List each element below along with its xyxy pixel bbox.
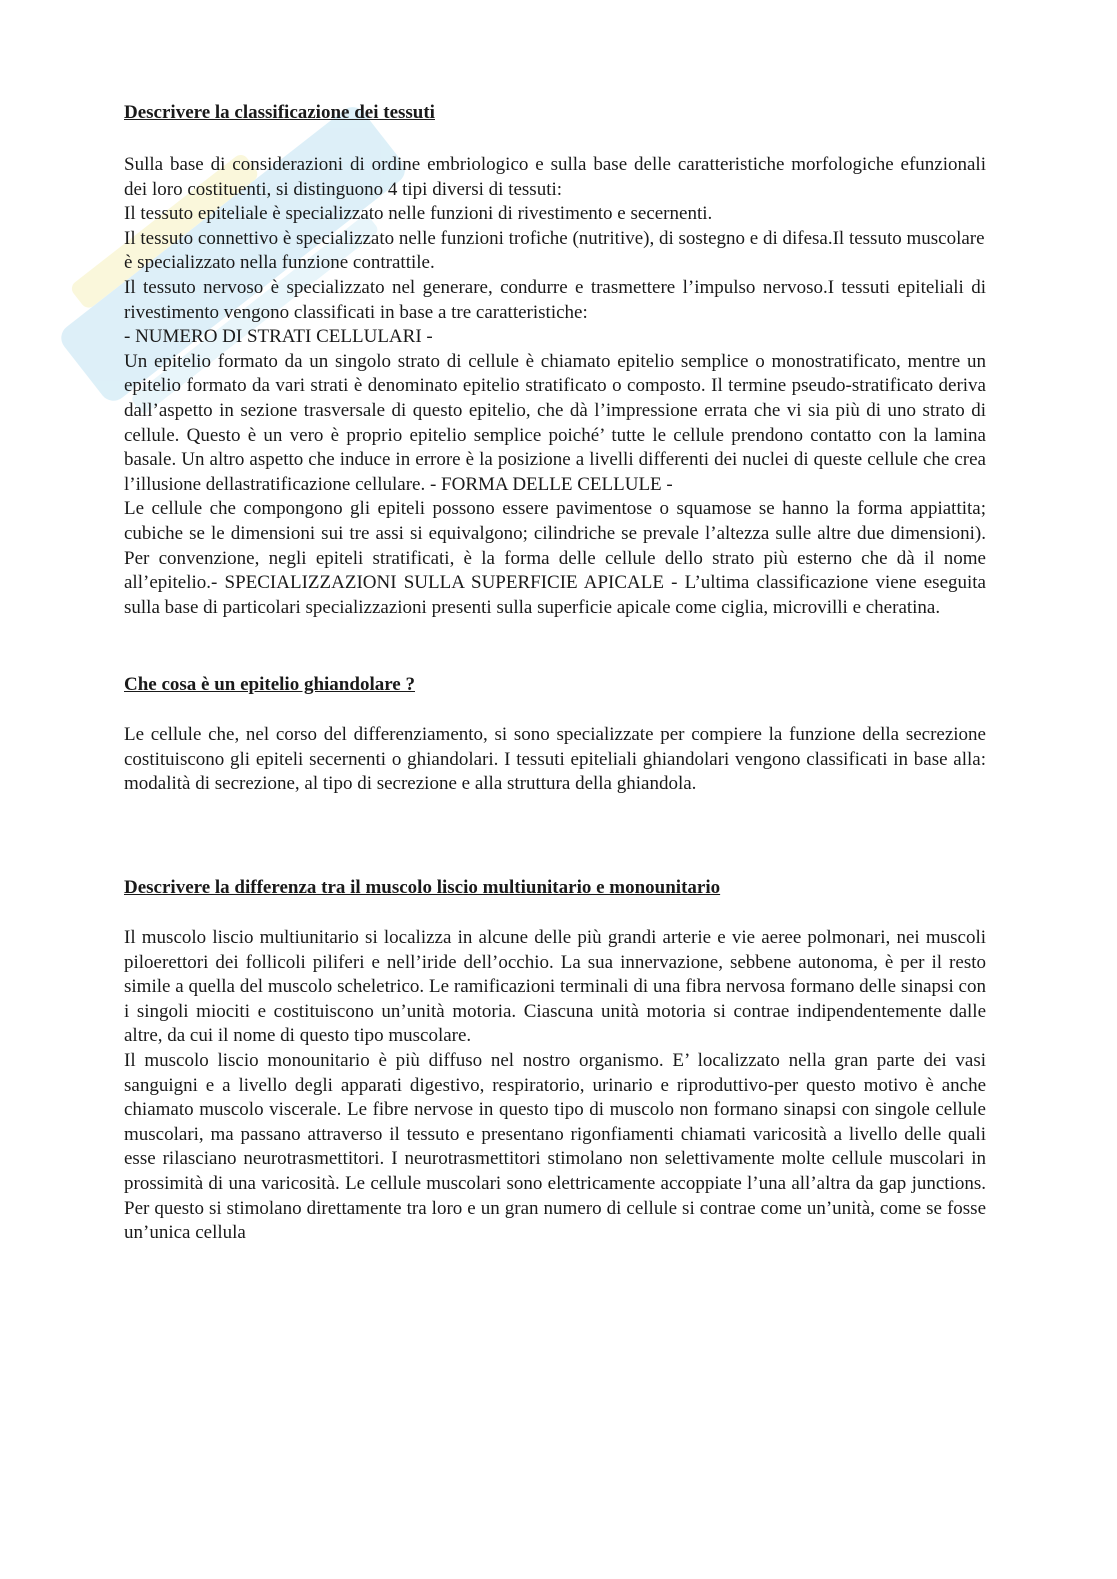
paragraph: Un epitelio formato da un singolo strato di cellule è chiamato epitelio semplice o monostratificato, mentre un epitelio formato da vari strati è denominato epitelio stratificato o composto. Il termine pseudo-stratificato deriva dall’aspetto in sezione trasversale di questo epitelio, che dà l’impressione errata che vi sia più di uno strato di cellule. Questo è un vero è proprio epitelio semplice poiché’ tutte le cellule prendono contatto con la lamina basale. Un altro aspetto che induce in errore è la posizione a livelli differenti dei nuclei di queste cellule che crea l’illusione dellastratificazione cellulare. - FORMA DELLE CELLULE -: [124, 350, 986, 495]
section-epitelio-ghiandolare: [124, 672, 986, 797]
section-muscolo-liscio: [124, 875, 986, 1246]
paragraph: Il tessuto nervoso è specializzato nel generare, condurre e trasmettere l’impulso nervoso.I tessuti epiteliali di rivestimento vengono classificati in base a tre caratteristiche:: [124, 276, 986, 323]
paragraph: Il muscolo liscio multiunitario si localizza in alcune delle più grandi arterie e vie aeree polmonari, nei muscoli piloerettori dei follicoli piliferi e nell’iride dell’occhio. La sua innervazione, sebbene autonoma, è per il resto simile a quella del muscolo scheletrico. Le ramificazioni terminali di una fibra nervosa formano delle sinapsi con i singoli miociti e costituiscono un’unità motoria. Ciascuna unità motoria si contrae indipendentemente dalle altre, da cui il nome di questo tipo muscolare.: [124, 927, 986, 1047]
paragraph: Sulla base di considerazioni di ordine embriologico e sulla base delle caratteristiche morfologiche efunzionali dei loro costituenti, si distinguono 4 tipi diversi di tessuti:: [124, 154, 986, 200]
section-title: Descrivere la classificazione dei tessuti: [124, 102, 435, 123]
paragraph: Le cellule che, nel corso del differenziamento, si sono specializzate per compiere la funzione della secrezione costituiscono gli epiteli secernenti o ghiandolari. I tessuti epiteliali ghiandolari vengono classificati in base alla: modalità di secrezione, al tipo di secrezione e alla struttura della ghiandola.: [124, 724, 986, 795]
section-classificazione-tessuti: [124, 100, 986, 620]
paragraph: Il tessuto epiteliale è specializzato nelle funzioni di rivestimento e secernenti.: [124, 203, 713, 225]
document-page: [124, 100, 986, 1246]
section-title: Descrivere la differenza tra il muscolo liscio multiunitario e monounitario: [124, 877, 721, 899]
section-title: Che cosa è un epitelio ghiandolare ?: [124, 674, 415, 696]
paragraph: Il muscolo liscio monounitario è più diffuso nel nostro organismo. E’ localizzato nella gran parte dei vasi sanguigni e a livello degli apparati digestivo, respiratorio, urinario e riproduttivo-per questo motivo è anche chiamato muscolo viscerale. Le fibre nervose in questo tipo di muscolo non formano sinapsi con singole cellule muscolari, ma passano attraverso il tessuto e presentano rigonfiamenti chiamati varicosità a livello delle quali esse rilasciano neurotrasmettitori. I neurotrasmettitori stimolano non selettivamente molte cellule muscolari in prossimità di una varicosità. Le cellule muscolari sono elettricamente accoppiate l’una all’altra da gap junctions. Per questo si stimolano direttamente tra loro e un gran numero di cellule si contrae come un’unità, come se fosse un’unica cellula: [124, 1050, 986, 1244]
paragraph: - NUMERO DI STRATI CELLULARI -: [124, 326, 433, 348]
paragraph: Il tessuto connettivo è specializzato nelle funzioni trofiche (nutritive), di sostegno e di difesa.Il tessuto muscolare è specializzato nella funzione contrattile.: [124, 227, 985, 274]
paragraph: Le cellule che compongono gli epiteli possono essere pavimentose o squamose se hanno la forma appiattita; cubiche se le dimensioni sui tre assi si equivalgono; cilindriche se prevale l’altezza sulle altre due dimensioni). Per convenzione, negli epiteli stratificati, è la forma delle cellule dello strato più esterno che dà il nome all’epitelio.- SPECIALIZZAZIONI SULLA SUPERFICIE APICALE - L’ultima classificazione viene eseguita sulla base di particolari specializzazioni presenti sulla superficie apicale come ciglia, microvilli e cheratina.: [124, 498, 986, 618]
